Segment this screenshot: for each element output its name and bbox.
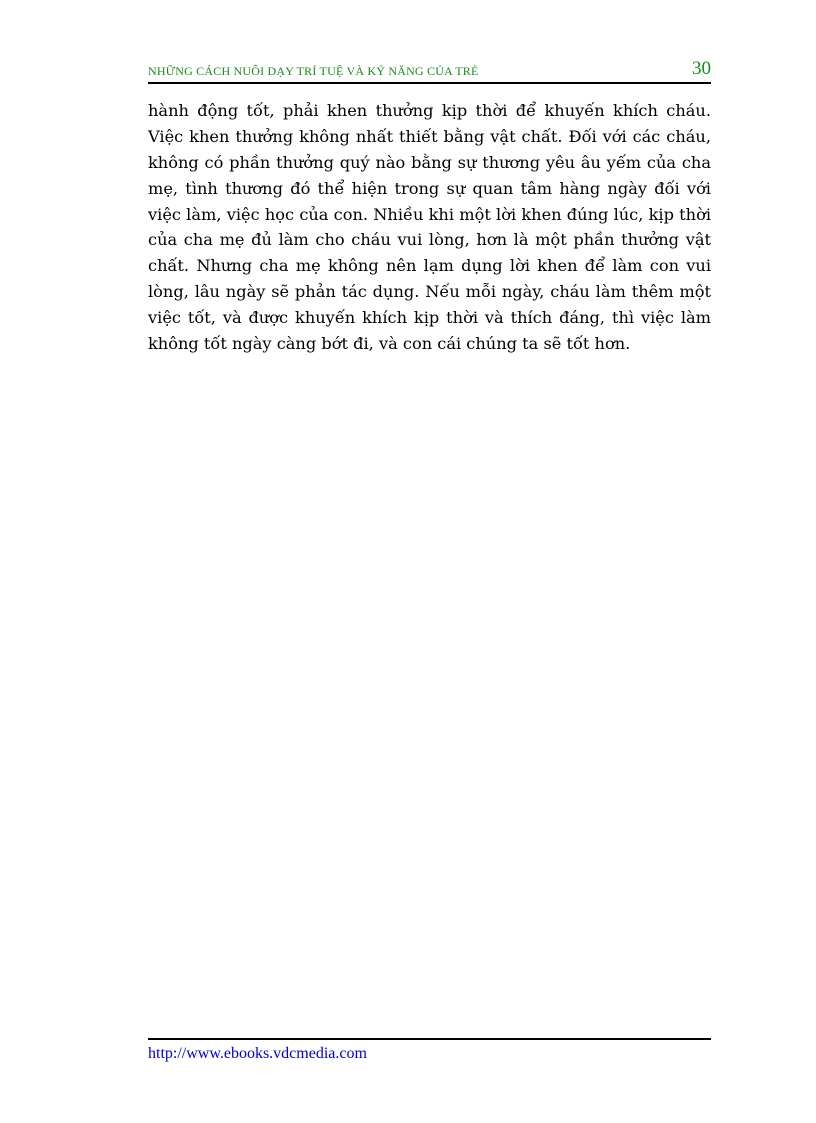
book-title: NHỮNG CÁCH NUÔI DẠY TRÍ TUỆ VÀ KỸ NĂNG CỦA TRẺ bbox=[148, 64, 479, 78]
text-line: không có phần thưởng quý nào bằng sự thương yêu âu yếm của cha bbox=[148, 152, 711, 172]
page-number: 30 bbox=[692, 58, 711, 79]
text-line: việc làm, việc học của con. Nhiều khi một lời khen đúng lúc, kịp thời bbox=[148, 204, 711, 224]
page-header bbox=[148, 58, 711, 84]
text-line: của cha mẹ đủ làm cho cháu vui lòng, hơn là một phần thưởng vật bbox=[148, 230, 711, 250]
text-line: không tốt ngày càng bớt đi, và con cái chúng ta sẽ tốt hơn. bbox=[148, 334, 631, 354]
text-line: việc tốt, và được khuyến khích kịp thời và thích đáng, thì việc làm bbox=[148, 308, 711, 328]
text-line: chất. Nhưng cha mẹ không nên lạm dụng lời khen để làm con vui bbox=[148, 256, 711, 276]
text-line: Việc khen thưởng không nhất thiết bằng vật chất. Đối với các cháu, bbox=[148, 126, 711, 146]
body-text bbox=[148, 98, 711, 357]
text-line: mẹ, tình thương đó thể hiện trong sự quan tâm hàng ngày đối với bbox=[148, 178, 711, 198]
text-line: lòng, lâu ngày sẽ phản tác dụng. Nếu mỗi ngày, cháu làm thêm một bbox=[148, 282, 711, 302]
text-line: hành động tốt, phải khen thưởng kịp thời để khuyến khích cháu. bbox=[148, 101, 711, 120]
footer-website-link[interactable]: http://www.ebooks.vdcmedia.com bbox=[148, 1045, 367, 1062]
footer-divider bbox=[148, 1038, 711, 1040]
